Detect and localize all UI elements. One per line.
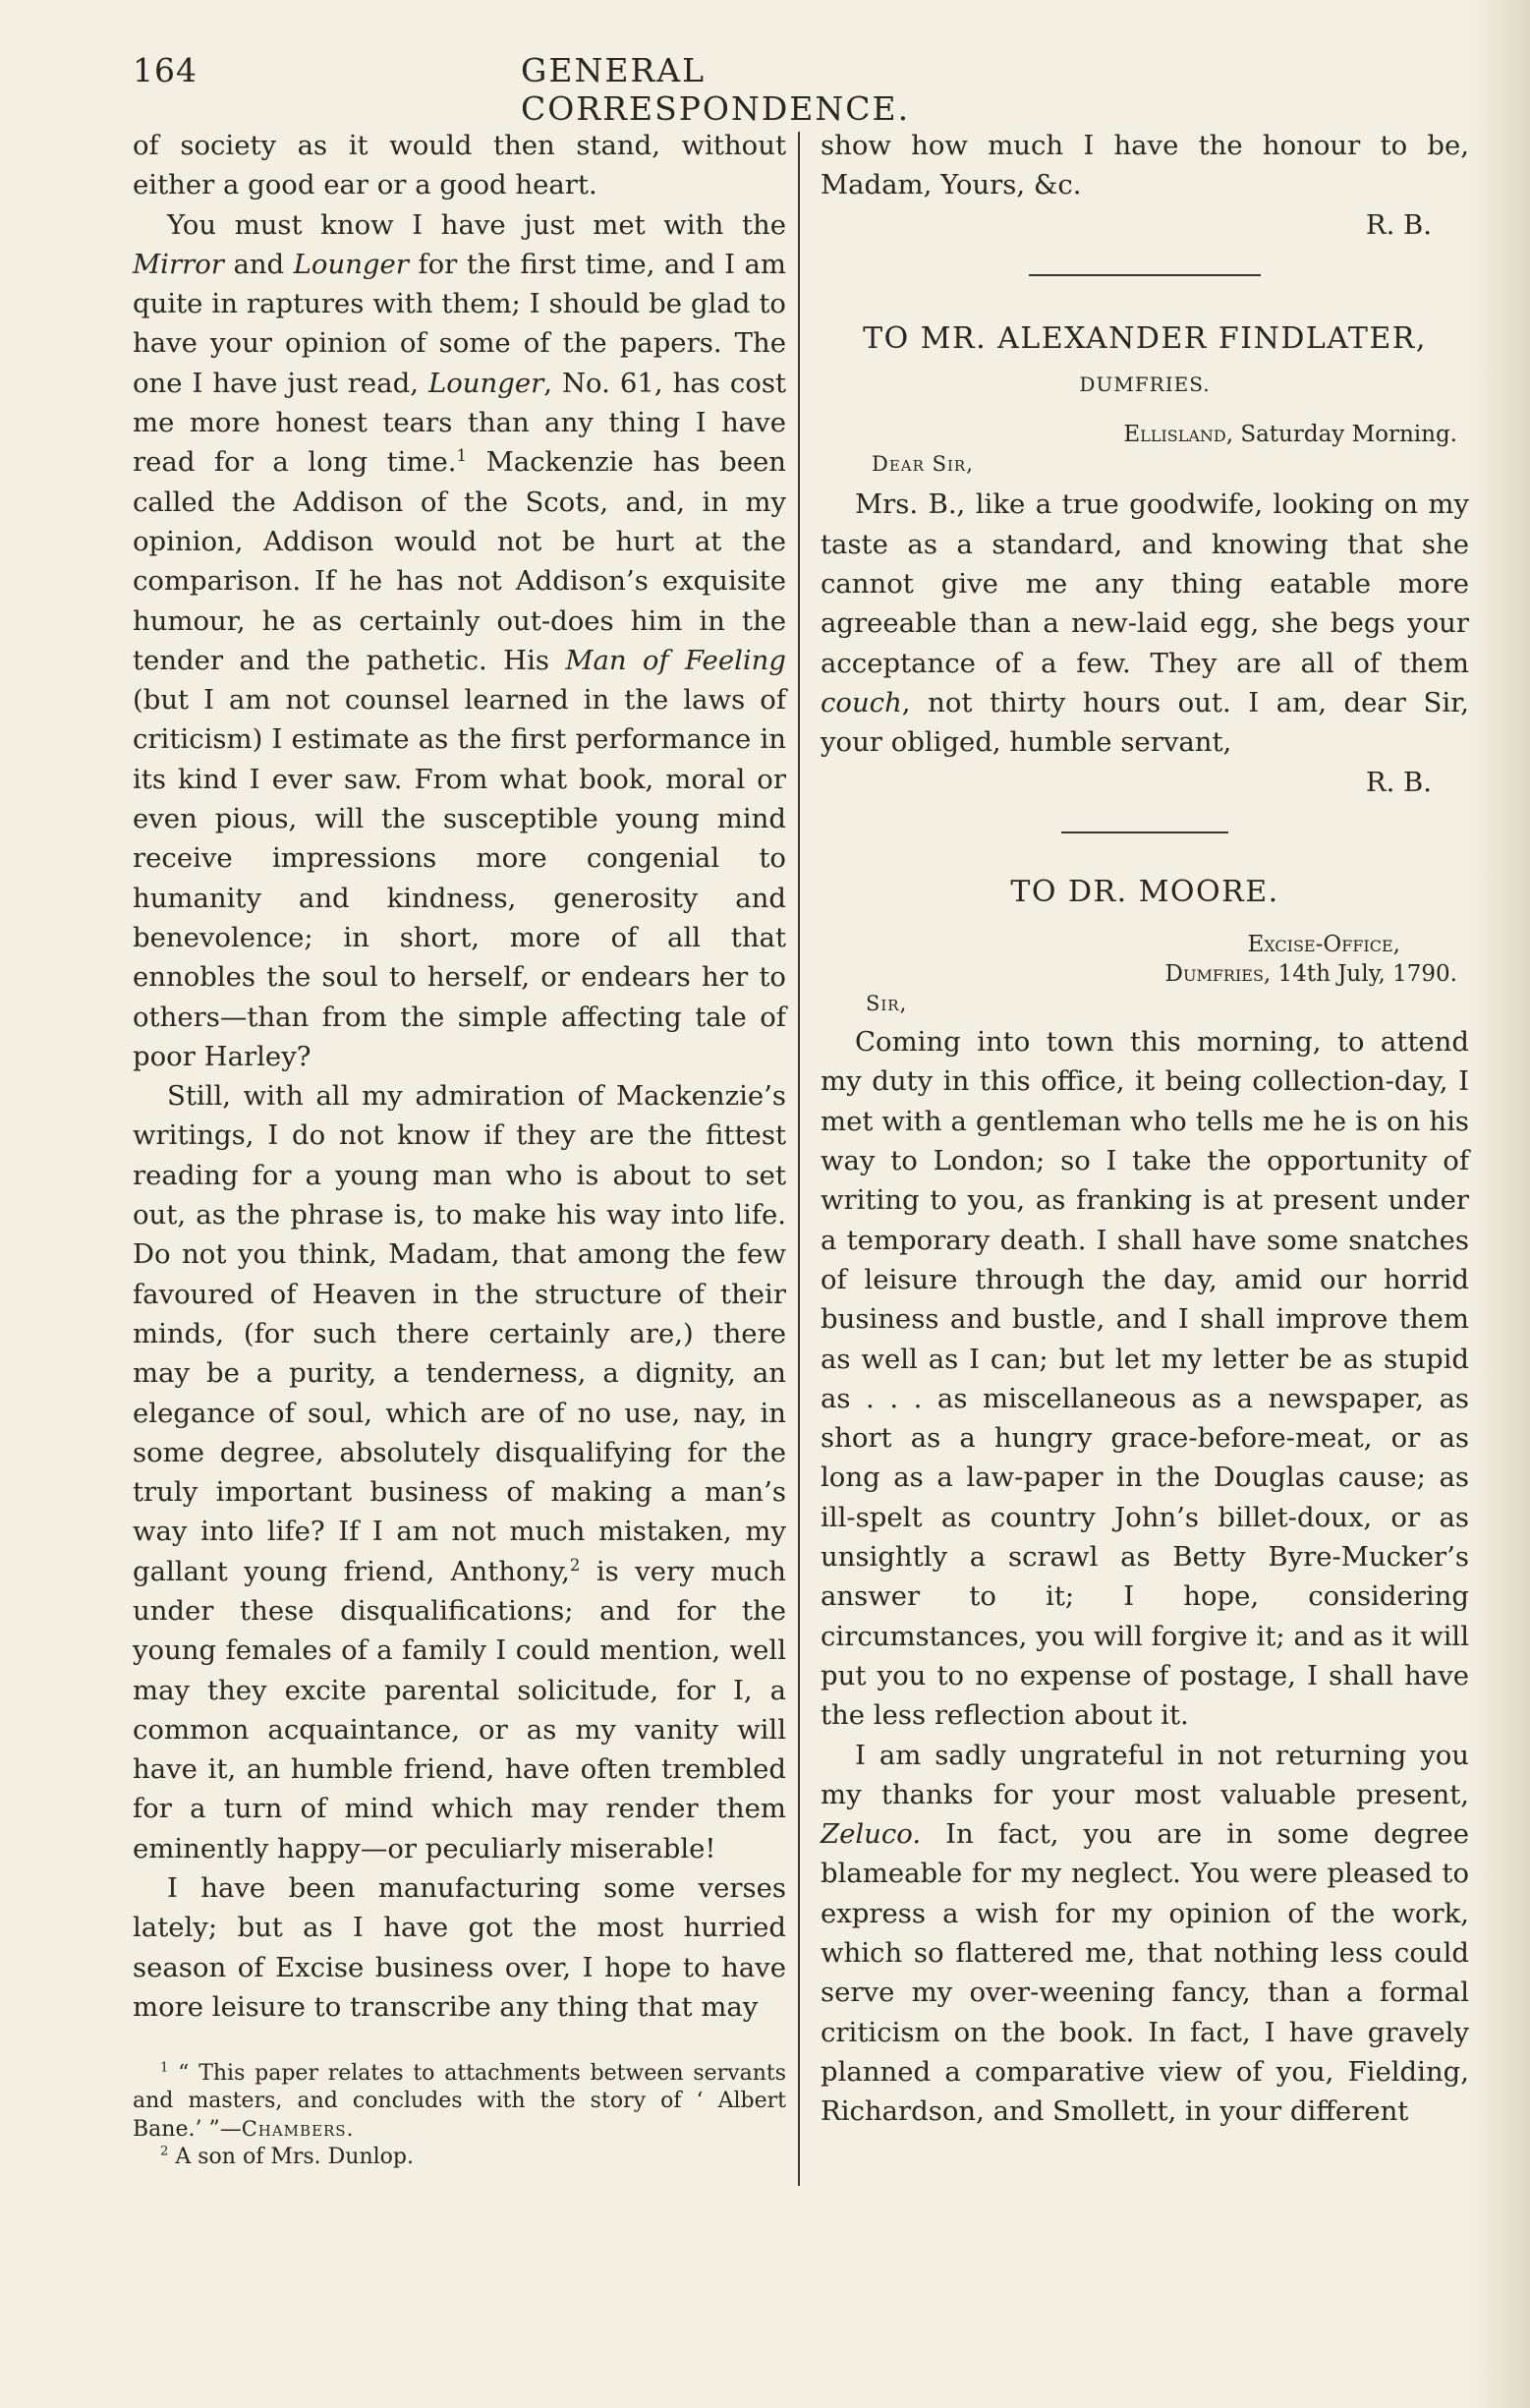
italic-title: Lounger [427,367,544,399]
recipient-address: DUMFRIES. [1079,373,1211,397]
paragraph-mackenzie [133,1076,786,1868]
right-column [821,126,1469,2131]
footnote-text: “ This paper relates to attachments between servants and masters, and concludes with the story of ‘ Albert Bane.’ ”— [133,2061,786,2143]
text: , No. 61, has cost me more honest tears than any thing I have read for a long time. [133,367,786,479]
text: (but I am not counsel learned in the laws of criticism) I estimate as the first performance in its kind I ever saw. From what book, moral or even pious, will the susceptible young mind receive impressions more congenial to humanity and kindness, generosity and benevolence; in short, more of all that ennobles the soul to herself, or endears her to others—than from the simple affecting tale of poor Harley? [133,684,786,1072]
dateline-line-2 [821,959,1469,989]
salutation [821,449,1469,479]
footnote-mark: 1 [160,2060,169,2076]
letter-heading-moore: TO DR. MOORE. [1010,874,1279,909]
dateline [821,420,1469,449]
running-head: GENERAL CORRESPONDENCE. [521,51,911,128]
place: Ellisland, [1123,422,1234,448]
place: Excise-Office, [1247,932,1400,958]
spacer [821,833,1469,873]
column-divider [798,132,800,2186]
letter-body [821,485,1469,762]
spacer [821,404,1469,420]
continued-paragraph [821,126,1469,205]
signature: R. B. [1365,766,1432,798]
date: 14th July, 1790. [1271,961,1457,988]
text: show how much I have the honour to be, Madam, Yours, &c. [821,130,1469,201]
text: is very much under these disqualifications; and for the young females of a family I could mention, well may they excite parental solicitude, for I, a common acquaintance, or as my vanity will have it, an humble friend, have often trembled for a turn of mind which may render them eminently happy—or peculiarly miserable! [133,1555,787,1864]
text: Mackenzie has been called the Addison of the Scots, and, in my opinion, Addison would not be hurt at the comparison. If he has not Addison’s exquisite humour, he as certainly out-does him in the tender and the pathetic. His [133,446,786,676]
page-number: 164 [133,51,198,89]
spacer [821,245,1469,274]
text: of society as it would then stand, without either a good ear or a good heart. [133,130,786,201]
text: for the first time, and I am quite in raptures with them; I should be glad to have your opinion of some of the papers. The one I have just read, [133,248,786,399]
italic-title: Zeluco. [821,1818,922,1851]
italic-title: Man of Feeling [565,644,786,676]
text: , not thirty hours out. I am, dear Sir, your obliged, humble servant, [821,686,1469,759]
letter-heading-findlater: TO MR. ALEXANDER FINDLATER, [863,320,1427,356]
spacer [133,2027,786,2060]
text: I am sadly ungrateful in not returning you my thanks for your most valuable present, [821,1739,1469,1810]
footnote-ref: 2 [569,1555,581,1575]
page-edge-shadow [1471,0,1530,2408]
salutation-text: Dear Sir, [872,452,974,477]
text: In fact, you are in some degree blameable for my neglect. You were pleased to express a wish for my opinion of the work, which so flattered me, that nothing less could serve my over-weening fancy, than a formal criticism on the book. In fact, I have gravely planned a comparative view of you, Fielding, Richardson, and Smollett, in your different [821,1818,1469,2128]
signature: R. B. [1365,208,1432,241]
text: and [223,248,294,280]
footnote-2 [133,2144,786,2171]
dateline-line-1 [821,930,1469,959]
text: Coming into town this morning, to attend my duty in this office, it being collection-day, I met with a gentleman who tells me he is on his way to London; so I take the opportunity of writing to you, as franking is at present under a temporary death. I shall have some snatches of leisure through the day, amid our horrid business and bustle, and I shall improve them as well as I can; but let my letter be as stupid as . . . as miscellaneous as a newspaper, as short as a hungry grace-before-meat, or as long as a law-paper in the Douglas cause; as ill-spelt as country John’s billet-doux, or as unsightly a scrawl as Betty Byre-Mucker’s answer to it; I hope, considering circumstances, you will forgive it; and as it will put you to no expense of postage, I shall have the less reflection about it. [821,1026,1469,1732]
place: Dumfries, [1164,961,1272,988]
footnote-text: A son of Mrs. Dunlop. [175,2145,415,2170]
text: Still, with all my admiration of Mackenzie’s writings, I do not know if they are the fittest reading for a young man who is about to set out, as the phrase is, to make his way into life. Do not you think, Madam, that among the few favoured of Heaven in the structure of their minds, (for such there certainly are,) there may be a purity, a tenderness, a dignity, an elegance of soul, which are of no use, nay, in some degree, absolutely disqualifying for the truly important business of making a man’s way into life? If I am not much mistaken, my gallant young friend, Anthony, [133,1080,786,1587]
footnote-1 [133,2060,786,2144]
paragraph-mirror-lounger [133,205,786,1077]
italic-title: Mirror [133,248,224,280]
paragraph-verses [133,1868,786,2027]
italic-word: couch [821,686,902,718]
time: Saturday Morning. [1233,422,1457,448]
italic-title: Lounger [293,248,409,280]
letter-body-paragraph-2 [821,1736,1469,2132]
page-header [133,51,1096,128]
spacer [821,276,1469,319]
continued-paragraph [133,126,786,205]
text: I have been manufacturing some verses lately; but as I have got the most hurried season of Excise business over, I hope to have more leisure to transcribe any thing that may [133,1872,786,2023]
footnote-source: Chambers. [241,2117,355,2142]
salutation-text: Sir, [866,992,908,1016]
footnote-ref: 1 [456,446,468,466]
salutation [821,989,1469,1018]
footnote-mark: 2 [160,2144,169,2159]
left-column [133,126,786,2171]
text: Mrs. B., like a true goodwife, looking on my taste as a standard, and knowing that she cannot give me any thing eatable more agreeable than a new-laid egg, she begs your acceptance of a few. They are all of them [821,488,1469,679]
spacer [821,802,1469,831]
text: You must know I have just met with the [167,208,786,241]
letter-body-paragraph-1 [821,1022,1469,1735]
spacer [821,912,1469,930]
